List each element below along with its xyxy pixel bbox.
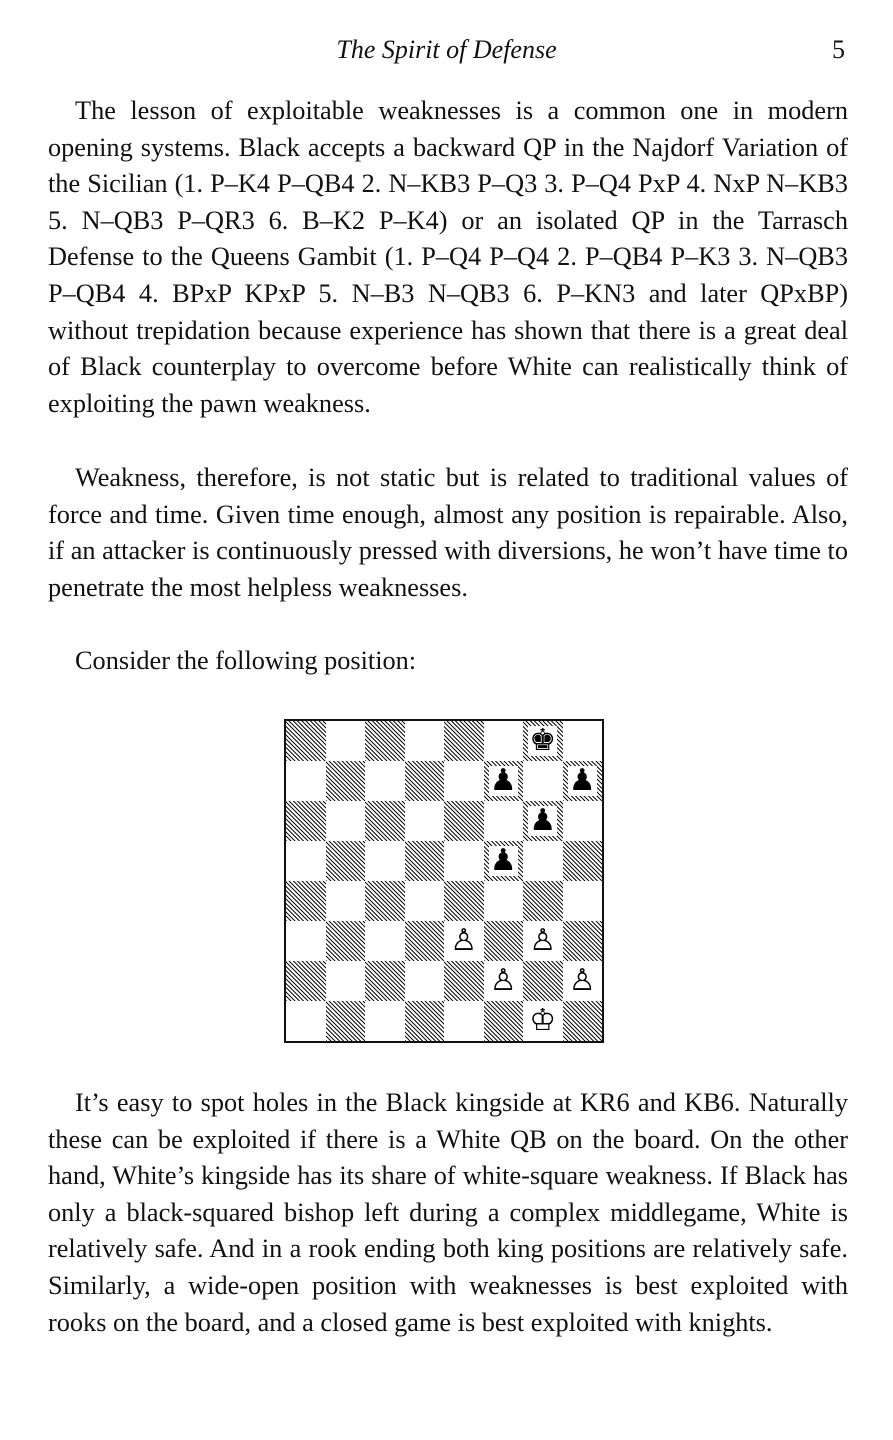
- square-f4: [484, 881, 524, 921]
- square-e2: [444, 961, 484, 1001]
- page-number: 5: [832, 35, 845, 64]
- square-a6: [286, 801, 326, 841]
- square-c3: [365, 921, 405, 961]
- square-b8: [326, 721, 366, 761]
- square-e3: [444, 921, 484, 961]
- square-g8: [523, 721, 563, 761]
- square-d5: [405, 841, 445, 881]
- square-c7: [365, 761, 405, 801]
- square-g3: [523, 921, 563, 961]
- text-block-top: [48, 93, 848, 422]
- black-pawn-icon: ♟: [529, 803, 557, 838]
- square-e7: [444, 761, 484, 801]
- text-block-intro: [48, 643, 848, 680]
- square-c2: [365, 961, 405, 1001]
- white-king-icon: ♔: [529, 1003, 557, 1038]
- square-e1: [444, 1001, 484, 1041]
- square-c5: [365, 841, 405, 881]
- square-b7: [326, 761, 366, 801]
- square-d8: [405, 721, 445, 761]
- square-h4: [563, 881, 603, 921]
- square-f3: [484, 921, 524, 961]
- black-pawn-icon: ♟: [489, 763, 517, 798]
- square-d7: [405, 761, 445, 801]
- square-f5: [484, 841, 524, 881]
- square-d1: [405, 1001, 445, 1041]
- square-c8: [365, 721, 405, 761]
- square-h3: [563, 921, 603, 961]
- square-h5: [563, 841, 603, 881]
- square-d3: [405, 921, 445, 961]
- square-e6: [444, 801, 484, 841]
- square-h6: [563, 801, 603, 841]
- square-e5: [444, 841, 484, 881]
- black-king-icon: ♚: [529, 723, 557, 758]
- square-a1: [286, 1001, 326, 1041]
- white-pawn-icon: ♙: [450, 923, 478, 958]
- square-b6: [326, 801, 366, 841]
- square-a4: [286, 881, 326, 921]
- text-block-bottom: [48, 1085, 848, 1341]
- paragraph-2: Weakness, therefore, is not static but is related to traditional values of force and time. Given time enough, almost any position is repairable. Also, if an attacker is continuously pressed with diversions, he won’t have time to penetrate the most helpless weaknesses.: [48, 463, 848, 602]
- square-h8: [563, 721, 603, 761]
- square-d2: [405, 961, 445, 1001]
- square-b5: [326, 841, 366, 881]
- square-g6: [523, 801, 563, 841]
- square-h7: [563, 761, 603, 801]
- square-h1: [563, 1001, 603, 1041]
- square-c6: [365, 801, 405, 841]
- square-f2: [484, 961, 524, 1001]
- paragraph-4: It’s easy to spot holes in the Black kingside at KR6 and KB6. Naturally these can be exploited if there is a White QB on the board. On the other hand, White’s kingside has its share of white-square weakness. If Black has only a black-squared bishop left during a complex middlegame, White is relatively safe. And in a rook ending both king positions are relatively safe. Similarly, a wide-open position with weaknesses is best exploited with rooks on the board, and a closed game is best exploited with knights.: [48, 1088, 848, 1337]
- black-pawn-icon: ♟: [568, 763, 596, 798]
- square-f7: [484, 761, 524, 801]
- square-c4: [365, 881, 405, 921]
- square-g7: [523, 761, 563, 801]
- square-a7: [286, 761, 326, 801]
- square-g2: [523, 961, 563, 1001]
- square-b3: [326, 921, 366, 961]
- square-e8: [444, 721, 484, 761]
- black-pawn-icon: ♟: [489, 843, 517, 878]
- square-g1: [523, 1001, 563, 1041]
- white-pawn-icon: ♙: [489, 963, 517, 998]
- square-g5: [523, 841, 563, 881]
- chess-diagram: [284, 719, 604, 1043]
- square-b4: [326, 881, 366, 921]
- square-d6: [405, 801, 445, 841]
- page-header: [0, 30, 893, 70]
- paragraph-3: Consider the following position:: [75, 646, 417, 675]
- square-b2: [326, 961, 366, 1001]
- square-d4: [405, 881, 445, 921]
- text-block-middle: [48, 460, 848, 606]
- square-e4: [444, 881, 484, 921]
- square-a5: [286, 841, 326, 881]
- square-f6: [484, 801, 524, 841]
- white-pawn-icon: ♙: [529, 923, 557, 958]
- square-f1: [484, 1001, 524, 1041]
- square-a3: [286, 921, 326, 961]
- paragraph-1: The lesson of exploitable weaknesses is a common one in modern opening systems. Black accepts a backward QP in the Najdorf Variation of the Sicilian (1. P–K4 P–QB4 2. N–KB3 P–Q3 3. P–Q4 PxP 4. NxP N–KB3 5. N–QB3 P–QR3 6. B–K2 P–K4) or an isolated QP in the Tarrasch Defense to the Queens Gambit (1. P–Q4 P–Q4 2. P–QB4 P–K3 3. N–QB3 P–QB4 4. BPxP KPxP 5. N–B3 N–QB3 6. P–KN3 and later QPxBP) without trepidation because experience has shown that there is a great deal of Black counterplay to overcome before White can realistically think of exploiting the pawn weakness.: [48, 96, 848, 418]
- square-a2: [286, 961, 326, 1001]
- running-title: The Spirit of Defense: [336, 35, 557, 64]
- white-pawn-icon: ♙: [568, 963, 596, 998]
- square-g4: [523, 881, 563, 921]
- square-b1: [326, 1001, 366, 1041]
- square-a8: [286, 721, 326, 761]
- square-c1: [365, 1001, 405, 1041]
- square-h2: [563, 961, 603, 1001]
- square-f8: [484, 721, 524, 761]
